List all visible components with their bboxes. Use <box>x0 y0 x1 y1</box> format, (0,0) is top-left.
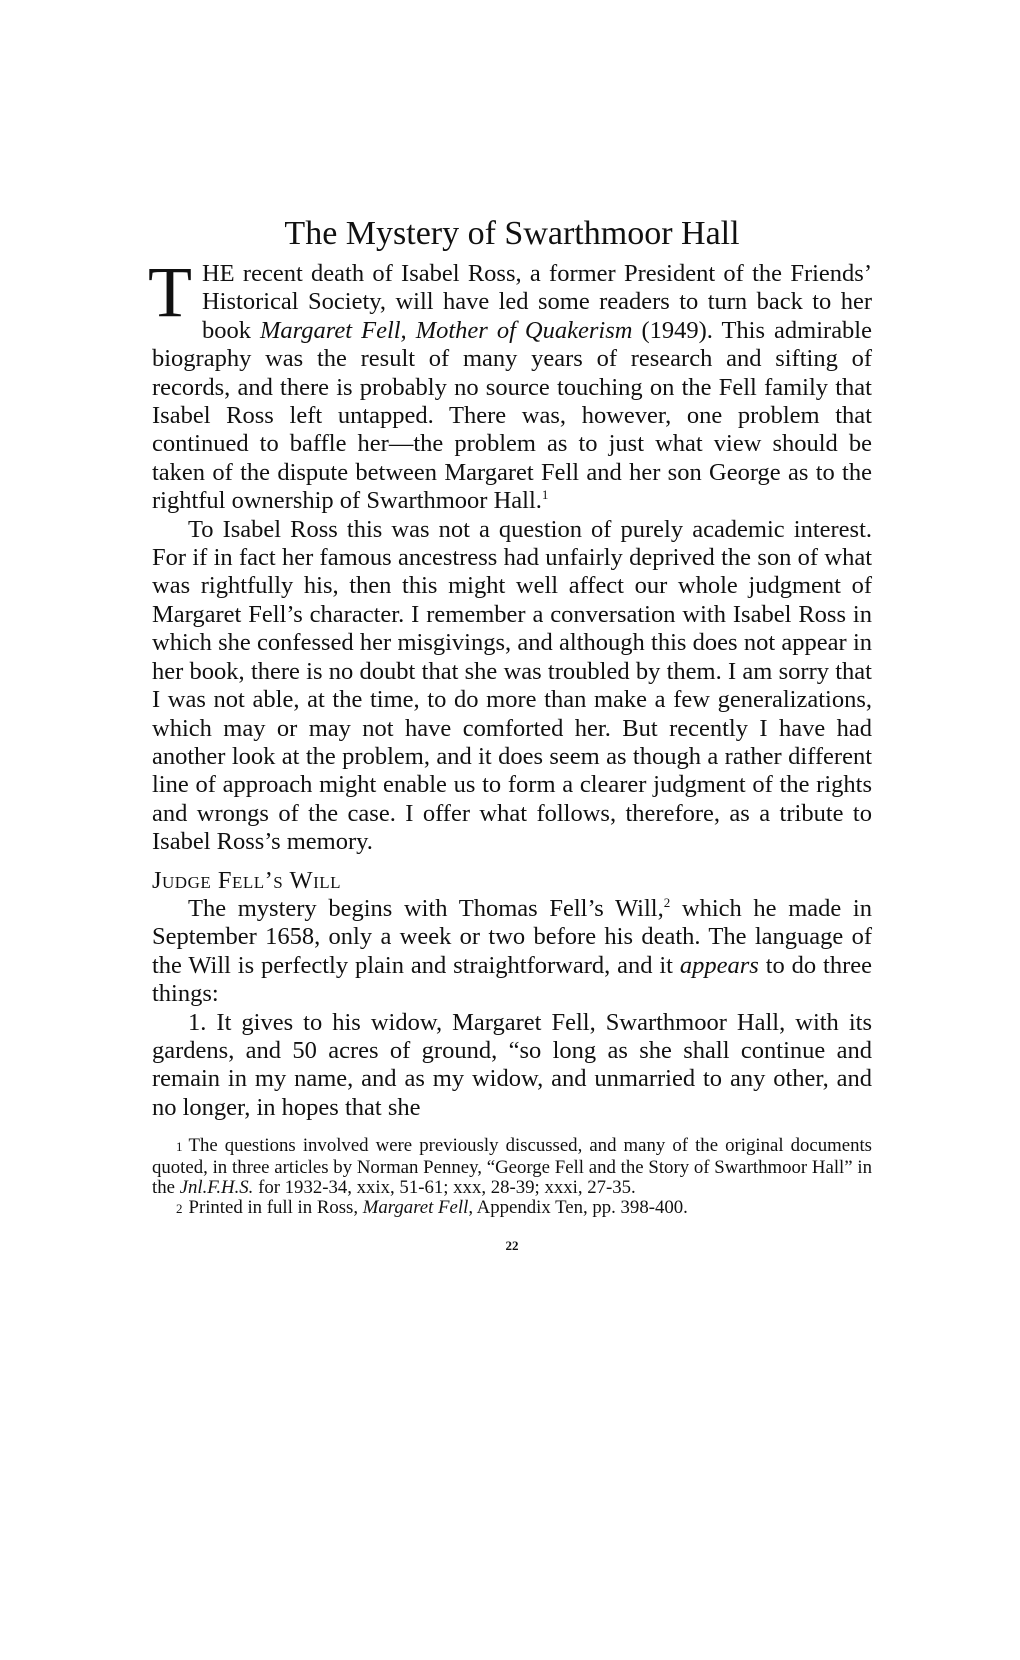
footnote-mark-2: 2 <box>176 1201 183 1217</box>
para3-text-c: to do three things: <box>152 951 872 1008</box>
article-body <box>148 252 872 1122</box>
article-page <box>148 214 872 1254</box>
article-title: The Mystery of Swarthmoor Hall <box>284 215 740 252</box>
para3-text-a: The mystery begins with Thomas Fell’s Will, <box>188 894 664 922</box>
paragraph-3 <box>152 895 872 1009</box>
footnotes <box>152 1136 872 1220</box>
para3-text-b: which he made in September 1658, only a week or two before his death. The language of the Will is perfectly plain and straightforward, and it <box>152 894 872 979</box>
paragraph-2: To Isabel Ross this was not a question of purely academic interest. For if in fact her famous ancestress had unfairly deprived the son of what was rightfully his, then this might well affect our whole judgment of Margaret Fell’s character. I remember a conversation with Isabel Ross in which she confessed her misgivings, and although this does not appear in her book, there is no doubt that she was troubled by them. I am sorry that I was not able, at the time, to do more than make a few generalizations, which may or may not have comforted her. But recently I have had another look at the problem, and it does seem as though a rather different line of approach might enable us to form a clearer judgment of the rights and wrongs of the case. I offer what follows, therefore, as a tribute to Isabel Ross’s memory. <box>152 515 872 856</box>
footnote-ref-2[interactable]: 2 <box>663 894 671 910</box>
footnote-1-text-a: The questions involved were previously discussed, and many of the original documents quoted, in three articles by Norman Penney, “George Fell and the Story of Swarthmoor Hall” in the <box>152 1135 872 1198</box>
footnote-1 <box>152 1136 872 1198</box>
book-title: Margaret Fell, Mother of Quakerism <box>260 316 633 344</box>
footnote-2 <box>152 1198 872 1219</box>
emphasis-appears: appears <box>679 951 759 979</box>
footnote-2-book: Margaret Fell <box>362 1197 469 1219</box>
section-heading: Judge Fell’s Will <box>152 866 342 894</box>
intro-paragraph <box>148 252 872 516</box>
footnote-2-text-b: , Appendix Ten, pp. 398-400. <box>468 1197 688 1219</box>
footnote-1-text-b: for 1932-34, xxix, 51-61; xxx, 28-39; xxxi, 27-35. <box>253 1177 636 1198</box>
intro-text-a: HE recent death of Isabel Ross, a former President of the Friends’ Historical Society, will have led some readers to turn back to her book <box>201 260 872 344</box>
drop-cap: T <box>148 252 192 332</box>
footnote-mark-1: 1 <box>176 1139 183 1155</box>
footnote-2-text-a: Printed in full in Ross, <box>188 1197 363 1219</box>
intro-text-b: (1949). This admirable biography was the result of many years of research and sifting of records, and there is probably no source touching on the Fell family that Isabel Ross left untapped. There was, however, one problem that continued to baffle her—the problem as to just what view should be taken of the dispute between Margaret Fell and her son George as to the rightful ownership of Swarthmoor Hall. <box>152 316 872 515</box>
page-number: 22 <box>505 1237 519 1253</box>
paragraph-4: 1. It gives to his widow, Margaret Fell, Swarthmoor Hall, with its gardens, and 50 acres of ground, “so long as she shall continue and remain in my name, and as my widow, and unmarried to any other, and no longer, in hopes that she <box>152 1008 872 1121</box>
footnote-1-journal: Jnl.F.H.S. <box>179 1177 254 1198</box>
footnote-ref-1[interactable]: 1 <box>541 487 549 503</box>
